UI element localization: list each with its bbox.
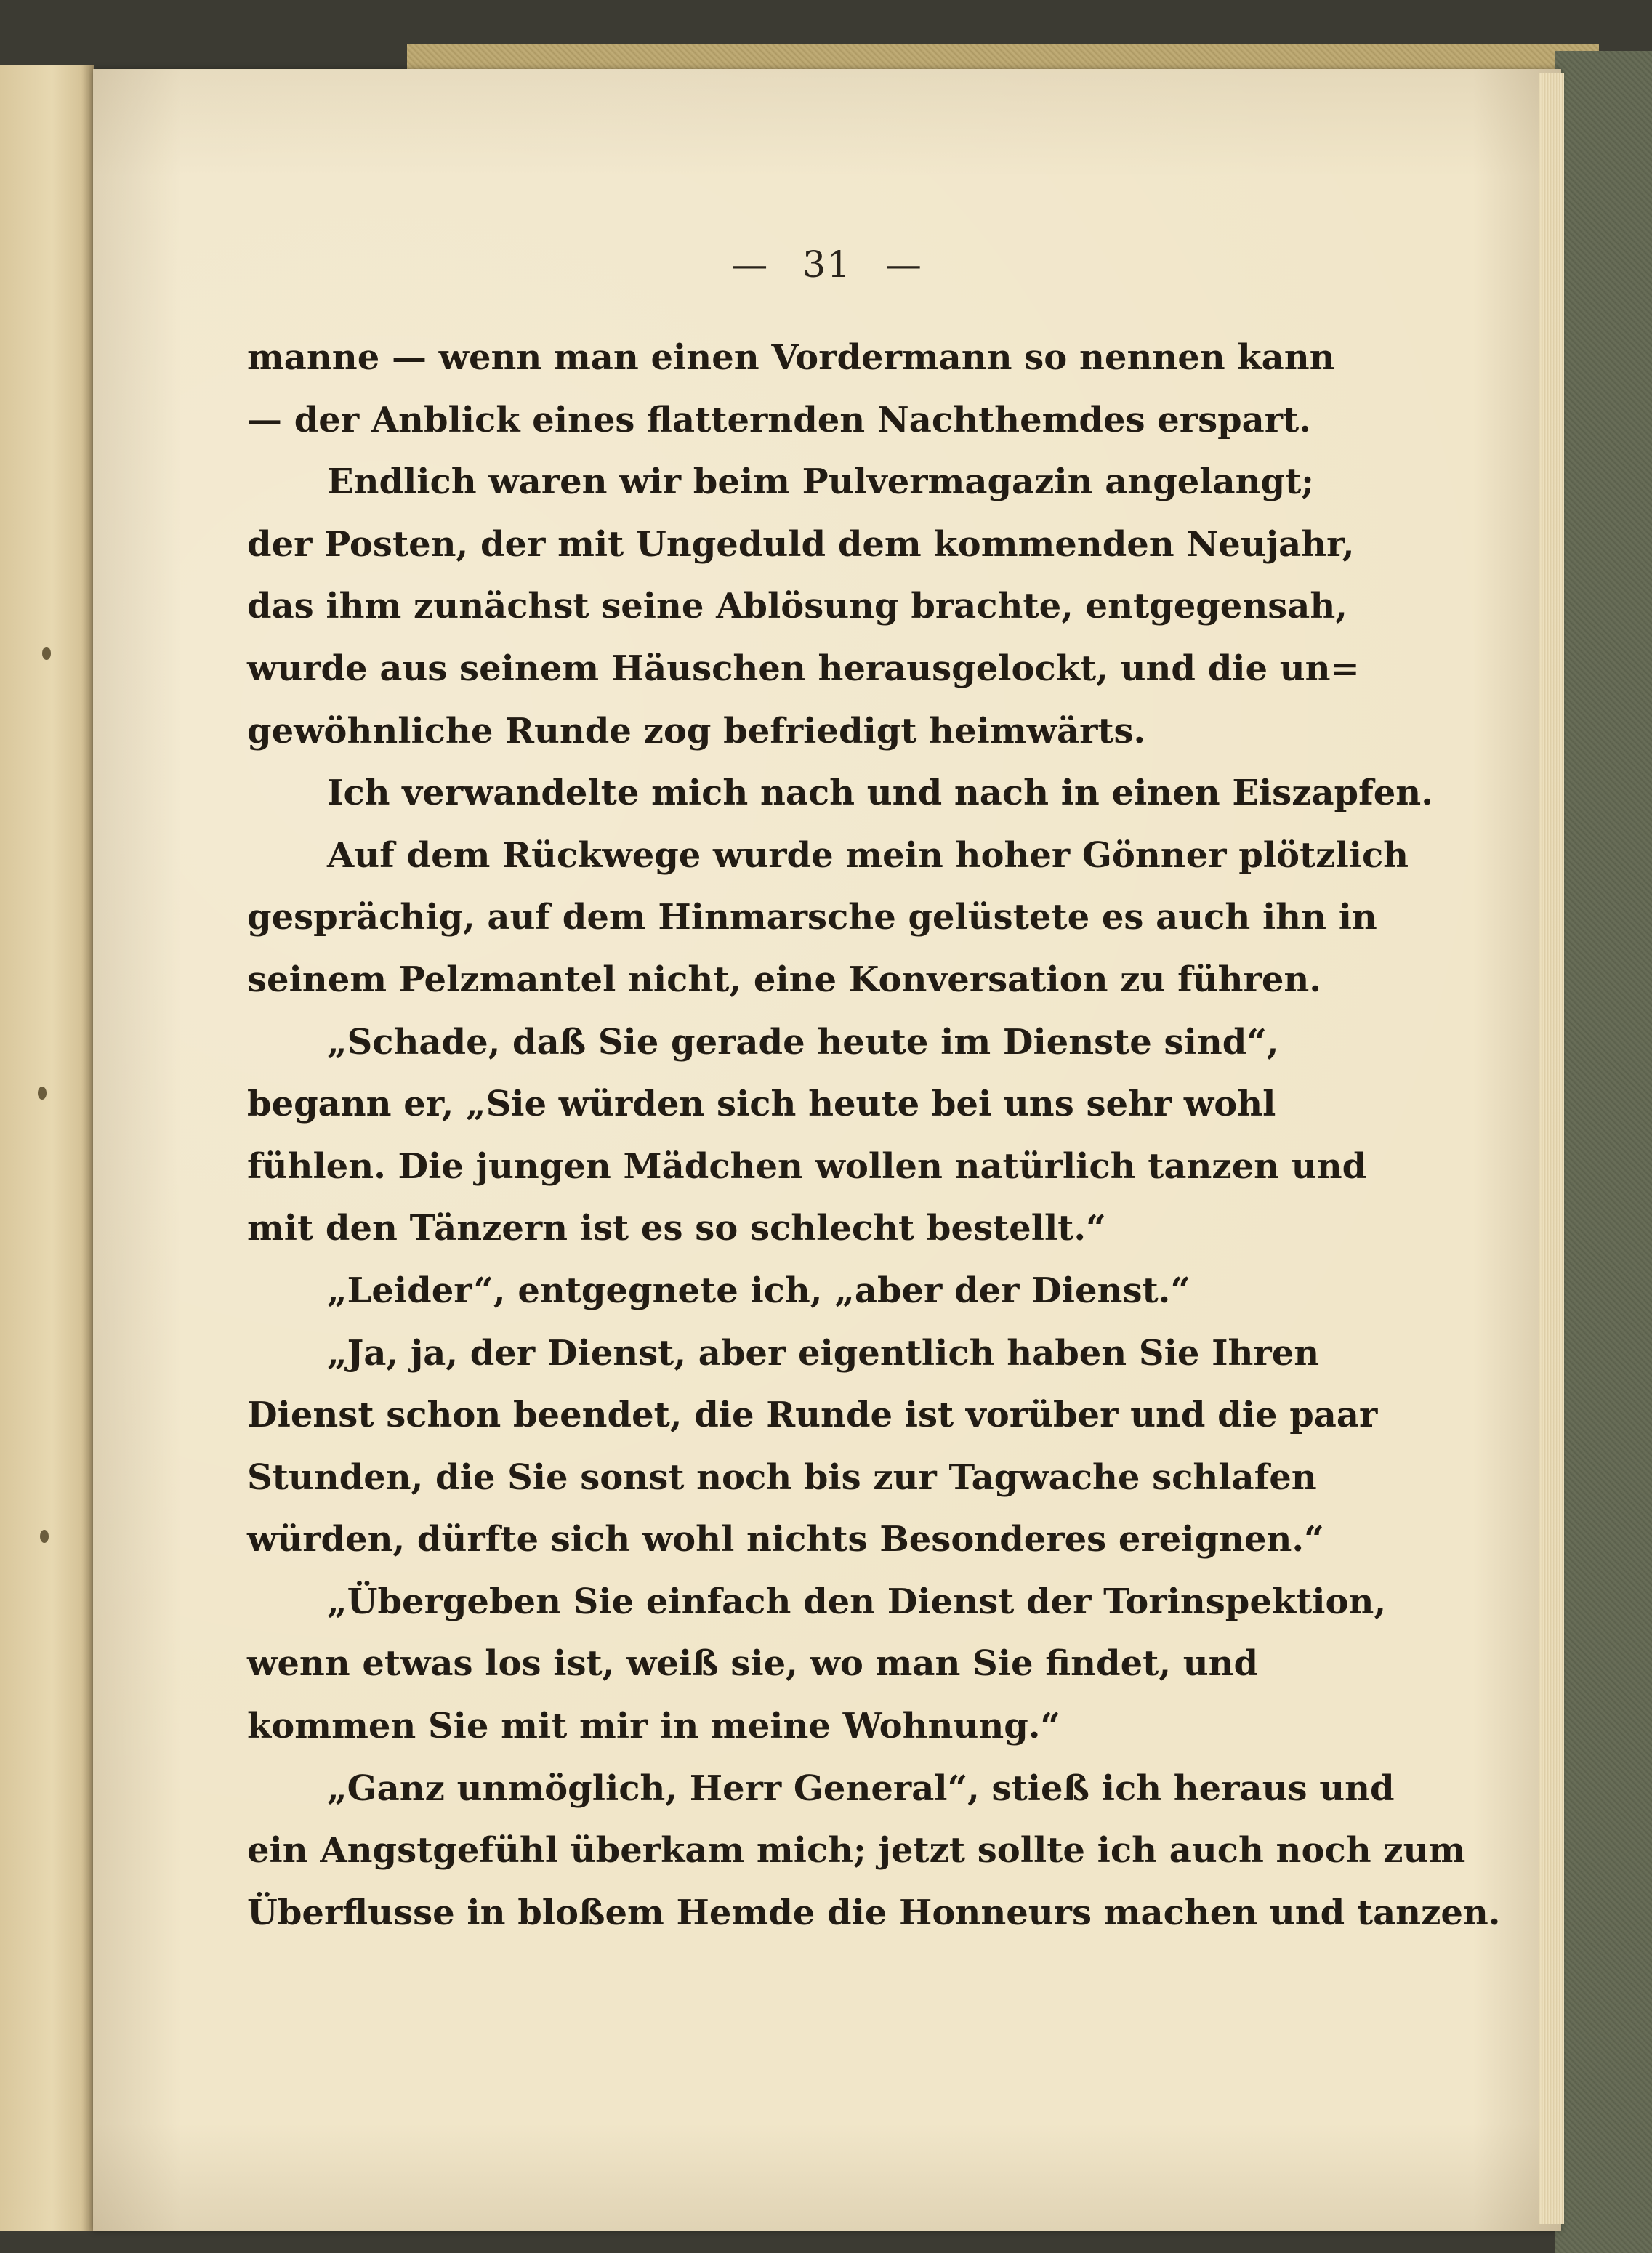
text-line: das ihm zunächst seine Ablösung brachte, entgegensah,: [247, 586, 1347, 627]
cover-top-edge: [407, 44, 1599, 73]
header-dash-right: —: [885, 243, 923, 286]
text-line: manne — wenn man einen Vordermann so nennen kann: [247, 337, 1335, 378]
text-line: Stunden, die Sie sonst noch bis zur Tagwache schlafen: [247, 1456, 1317, 1498]
text-line: Endlich waren wir beim Pulvermagazin angelangt;: [327, 462, 1314, 503]
text-line: der Posten, der mit Ungeduld dem kommenden Neujahr,: [247, 523, 1355, 565]
page-number: 31: [802, 243, 852, 286]
text-line: wurde aus seinem Häuschen herausgelockt, und die un=: [247, 648, 1360, 689]
text-line: kommen Sie mit mir in meine Wohnung.“: [247, 1706, 1061, 1747]
text-line: — der Anblick eines flatternden Nachthemdes erspart.: [247, 399, 1311, 440]
text-line: gewöhnliche Runde zog befriedigt heimwärts.: [247, 710, 1146, 751]
text-line: gesprächig, auf dem Hinmarsche gelüstete es auch ihn in: [247, 897, 1377, 938]
text-line: Ich verwandelte mich nach und nach in einen Eiszapfen.: [327, 773, 1433, 814]
text-line: Überflusse in bloßem Hemde die Honneurs machen und tanzen.: [247, 1892, 1501, 1933]
text-line: „Ganz unmöglich, Herr General“, stieß ich heraus und: [327, 1768, 1395, 1809]
page-header: [93, 243, 1561, 286]
binding-hole: [42, 647, 51, 660]
text-line: mit den Tänzern ist es so schlecht bestellt.“: [247, 1208, 1106, 1249]
text-line: Dienst schon beendet, die Runde ist vorüber und die paar: [247, 1395, 1378, 1436]
text-line: „Schade, daß Sie gerade heute im Dienste sind“,: [327, 1021, 1279, 1063]
text-line: Auf dem Rückwege wurde mein hoher Gönner plötzlich: [327, 834, 1409, 876]
binding-hole: [38, 1087, 47, 1100]
page-stack-edge: [1539, 73, 1564, 2224]
binding-hole: [40, 1530, 49, 1543]
body-text: [247, 327, 1501, 1944]
header-dash-left: —: [731, 243, 770, 286]
text-line: wenn etwas los ist, weiß sie, wo man Sie findet, und: [247, 1643, 1259, 1685]
text-line: begann er, „Sie würden sich heute bei uns sehr wohl: [247, 1084, 1276, 1125]
cover-right-cloth: [1555, 51, 1652, 2253]
text-line: „Ja, ja, der Dienst, aber eigentlich haben Sie Ihren: [327, 1332, 1320, 1374]
text-line: seinem Pelzmantel nicht, eine Konversation zu führen.: [247, 959, 1321, 1000]
text-line: fühlen. Die jungen Mädchen wollen natürlich tanzen und: [247, 1145, 1367, 1187]
text-line: würden, dürfte sich wohl nichts Besonderes ereignen.“: [247, 1519, 1324, 1560]
text-line: ein Angstgefühl überkam mich; jetzt sollte ich auch noch zum: [247, 1830, 1466, 1871]
previous-page-edge: [0, 65, 94, 2231]
text-line: „Leider“, entgegnete ich, „aber der Dienst.“: [327, 1270, 1190, 1311]
text-line: „Übergeben Sie einfach den Dienst der Torinspektion,: [327, 1581, 1387, 1622]
